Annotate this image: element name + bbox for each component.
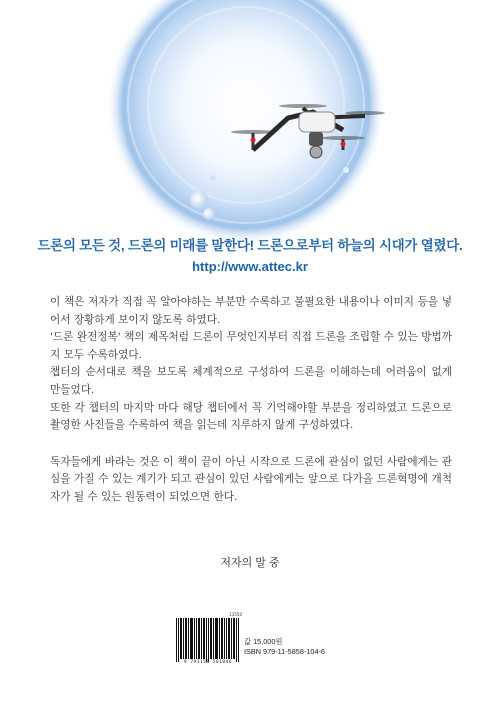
- website-link[interactable]: http://www.attec.kr: [192, 259, 308, 274]
- paragraph: 또한 각 챕터의 마지막 마다 해당 챕터에서 꼭 기억해야할 부분을 정리하였고 드론으로 촬영한 사진들을 수록하여 책을 읽는데 지루하지 않게 구성하였다.: [50, 401, 452, 432]
- hero-drone-illustration: [103, 0, 389, 245]
- isbn-barcode: [174, 612, 242, 668]
- price: 값 15,000원: [244, 637, 283, 646]
- paragraph: '드론 완전정복' 책의 제목처럼 드론이 무엇인지부터 직접 드론을 조립할 수 있는 방법까지 모두 수록하였다.: [50, 331, 452, 361]
- book-description: [50, 294, 452, 507]
- isbn: ISBN 979-11-5858-104-6: [244, 647, 325, 656]
- paragraph: 챕터의 순서대로 책을 보도록 체계적으로 구성하여 드론을 이해하는데 어려움이 없게 만들었다.: [50, 366, 452, 396]
- closing-paragraph: 독자들에게 바라는 것은 이 책이 끝이 아닌 시작으로 드론에 관심이 없던 사람에게는 관심을 가질 수 있는 계기가 되고 관심이 있던 사람에게는 앞으로 다가올 드론혁명에 개척자가 될 수 있는 원동력이 되었으면 한다.: [50, 455, 452, 503]
- barcode-icon: [174, 615, 242, 663]
- author-note: 저자의 말 중: [220, 557, 280, 569]
- barcode-addon-number: 13550: [229, 612, 242, 617]
- paragraph: 이 책은 저자가 직접 꼭 알아야하는 부분만 수록하고 불필요한 내용이나 이미지 등을 넣어서 장황하게 보이지 않도록 하였다.: [50, 296, 452, 326]
- price-block: [244, 637, 325, 657]
- barcode-number: 9 791158 581046: [183, 660, 233, 665]
- tagline: 드론의 모든 것, 드론의 미래를 말한다! 드론으로부터 하늘의 시대가 열렸다.: [37, 238, 463, 253]
